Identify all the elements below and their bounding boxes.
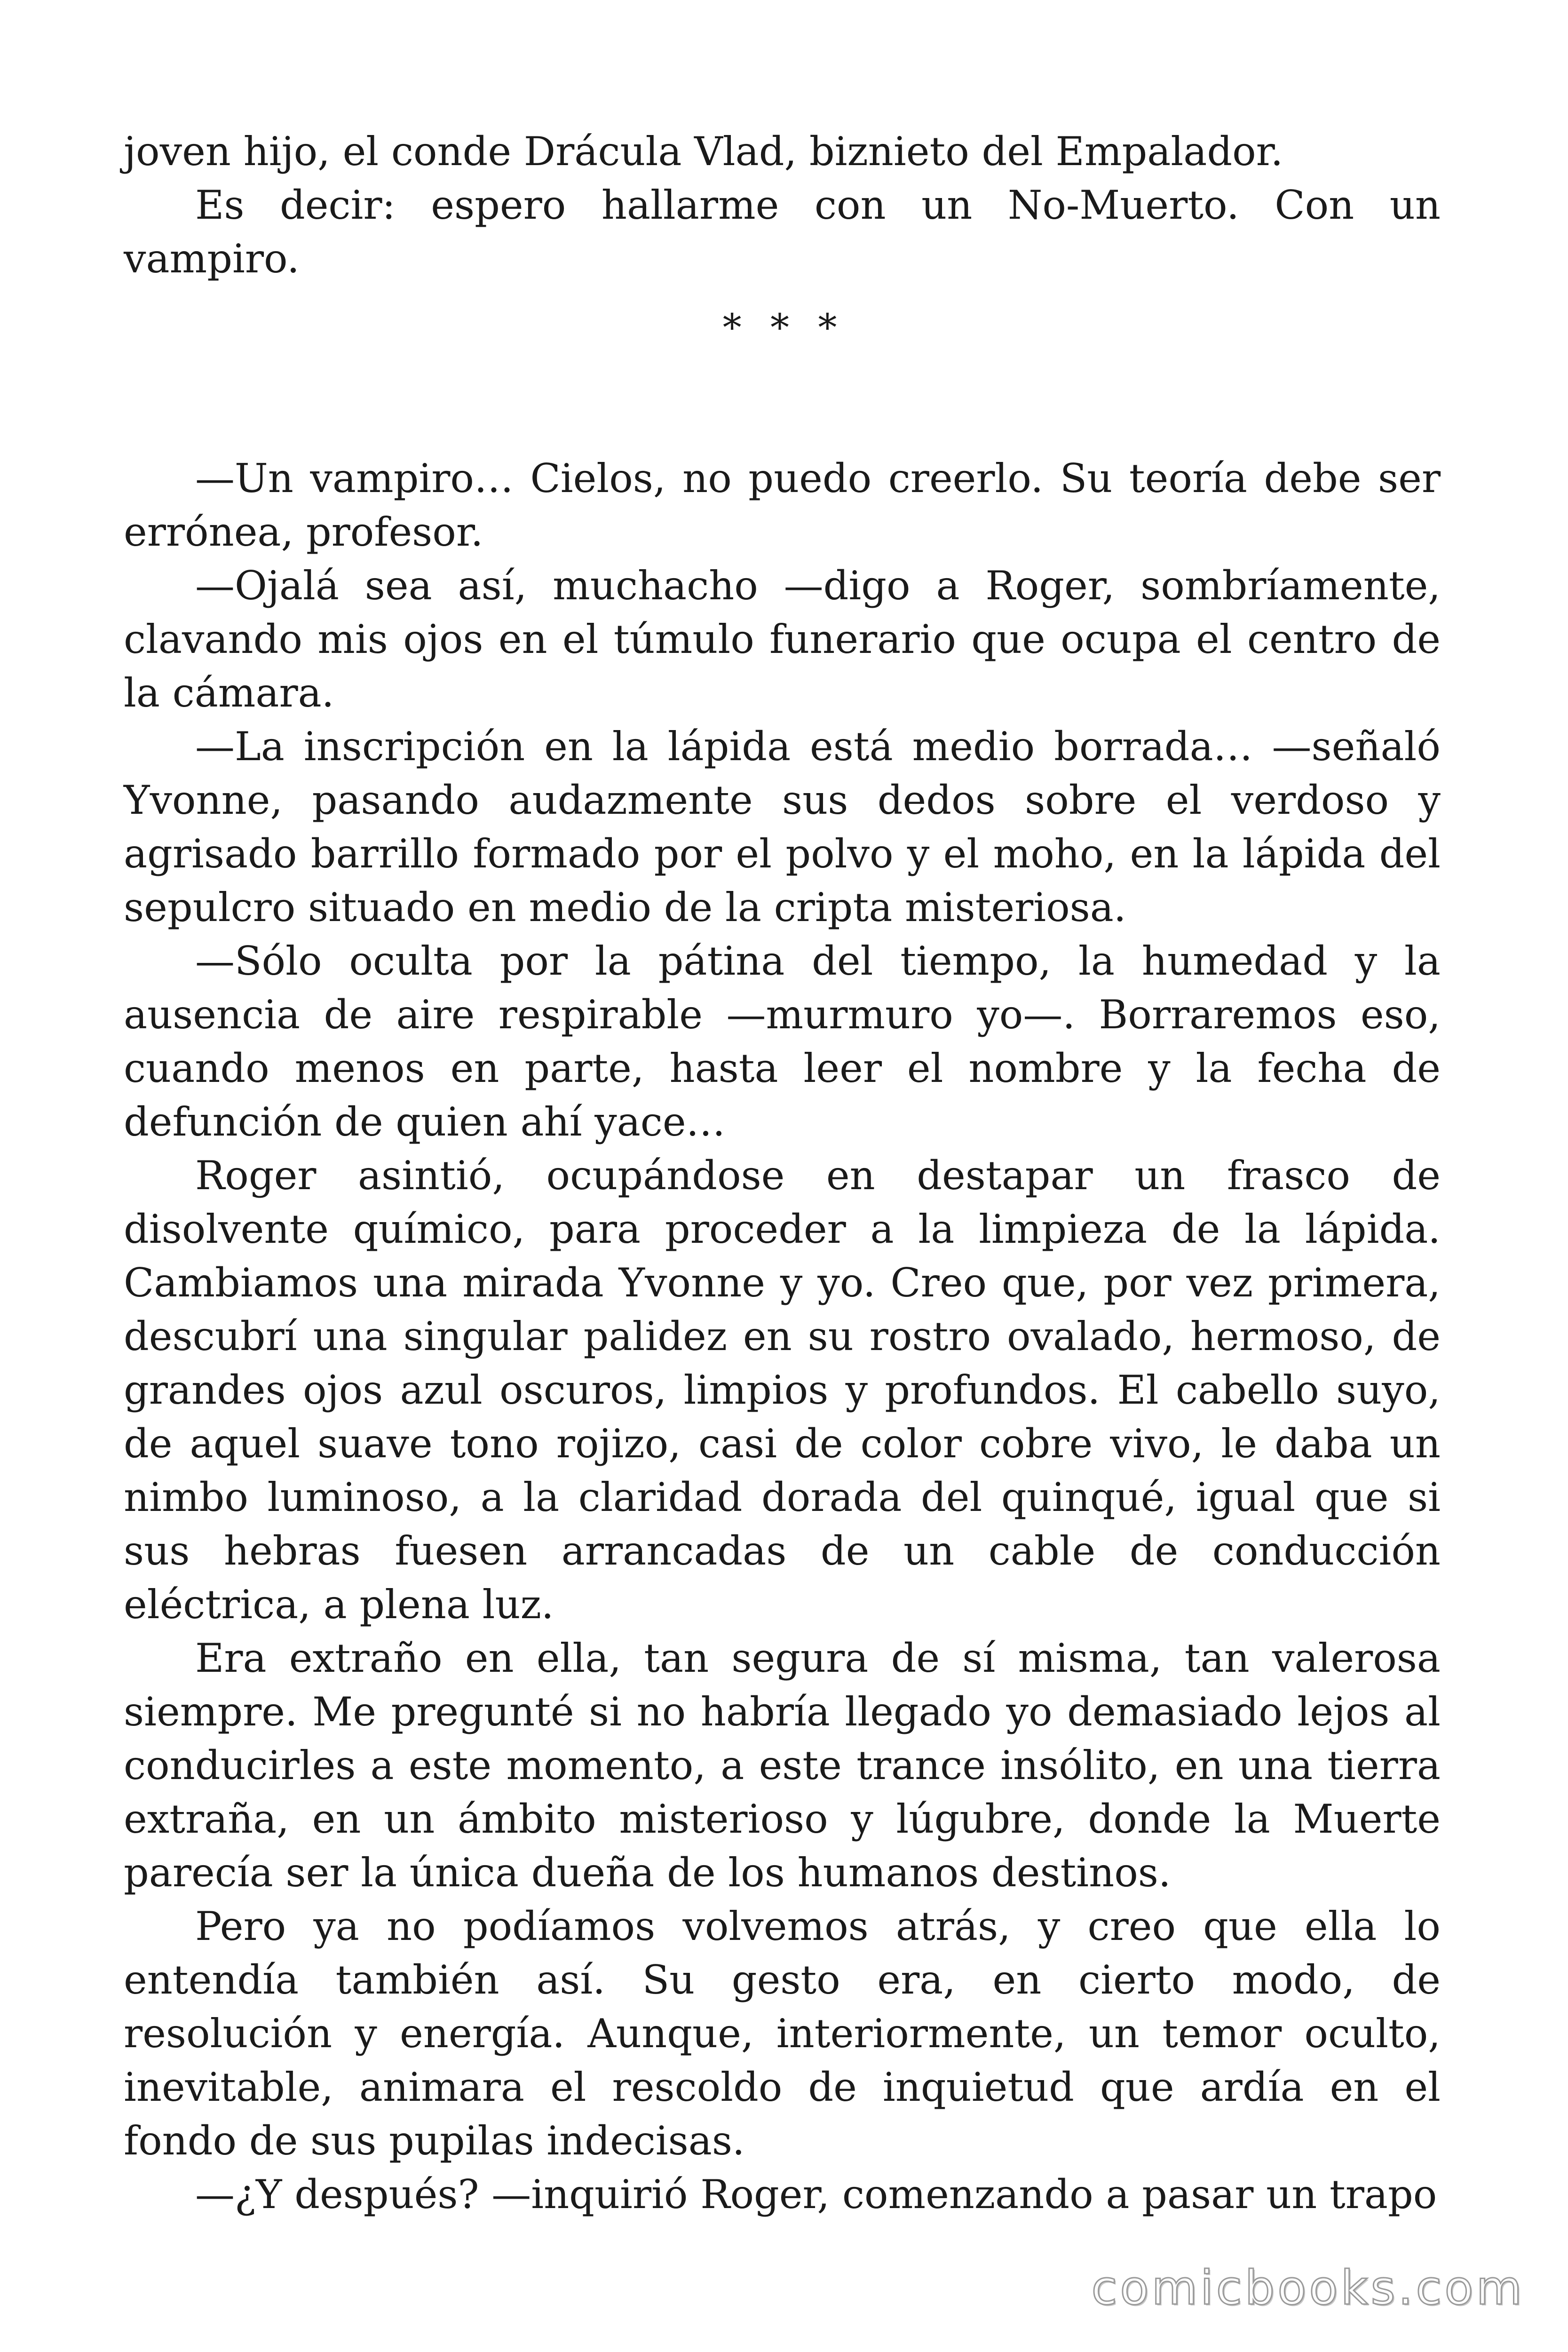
section-separator: * * *: [722, 306, 846, 350]
paragraph-continuation: joven hijo, el conde Drácula Vlad, biznieto del Empalador.: [124, 128, 1283, 175]
main-text-block: [124, 452, 1441, 2221]
paragraph-last: —¿Y después? —inquirió Roger, comenzando a pasar un trapo: [195, 2171, 1437, 2217]
paragraph: —Sólo oculta por la pátina del tiempo, la humedad y la ausencia de aire respirable —murmuro yo—. Borraremos eso, cuando menos en parte, hasta leer el nombre y la fecha de defunción de quien ahí yace…: [124, 938, 1441, 1145]
paragraph: Era extraño en ella, tan segura de sí misma, tan valerosa siempre. Me pregunté si no habría llegado yo demasiado lejos al conducirles a este momento, a este trance insólito, en una tierra extraña, en un ámbito misterioso y lúgubre, donde la Muerte parecía ser la única dueña de los humanos destinos.: [124, 1635, 1441, 1896]
top-text-block: [124, 125, 1441, 286]
paragraph: Roger asintió, ocupándose en destapar un frasco de disolvente químico, para proceder a la limpieza de la lápida. Cambiamos una mirada Yvonne y yo. Creo que, por vez primera, descubrí una singular palidez en su rostro ovalado, hermoso, de grandes ojos azul oscuros, limpios y profundos. El cabello suyo, de aquel suave tono rojizo, casi de color cobre vivo, le daba un nimbo luminoso, a la claridad dorada del quinqué, igual que si sus hebras fuesen arrancadas de un cable de conducción eléctrica, a plena luz.: [124, 1152, 1441, 1628]
paragraph: —Ojalá sea así, muchacho —digo a Roger, sombríamente, clavando mis ojos en el túmulo funerario que ocupa el centro de la cámara.: [124, 563, 1441, 716]
watermark: comicbooks.com: [1091, 2260, 1525, 2315]
paragraph: Pero ya no podíamos volvemos atrás, y creo que ella lo entendía también así. Su gesto era, en cierto modo, de resolución y energía. Aunque, interiormente, un temor oculto, inevitable, animara el rescoldo de inquietud que ardía en el fondo de sus pupilas indecisas.: [124, 1903, 1441, 2164]
paragraph: Es decir: espero hallarme con un No-Muerto. Con un vampiro.: [124, 182, 1441, 282]
paragraph: —Un vampiro… Cielos, no puedo creerlo. Su teoría debe ser errónea, profesor.: [124, 455, 1441, 555]
paragraph: —La inscripción en la lápida está medio borrada… —señaló Yvonne, pasando audazmente sus dedos sobre el verdoso y agrisado barrillo formado por el polvo y el moho, en la lápida del sepulcro situado en medio de la cripta misteriosa.: [124, 723, 1441, 930]
